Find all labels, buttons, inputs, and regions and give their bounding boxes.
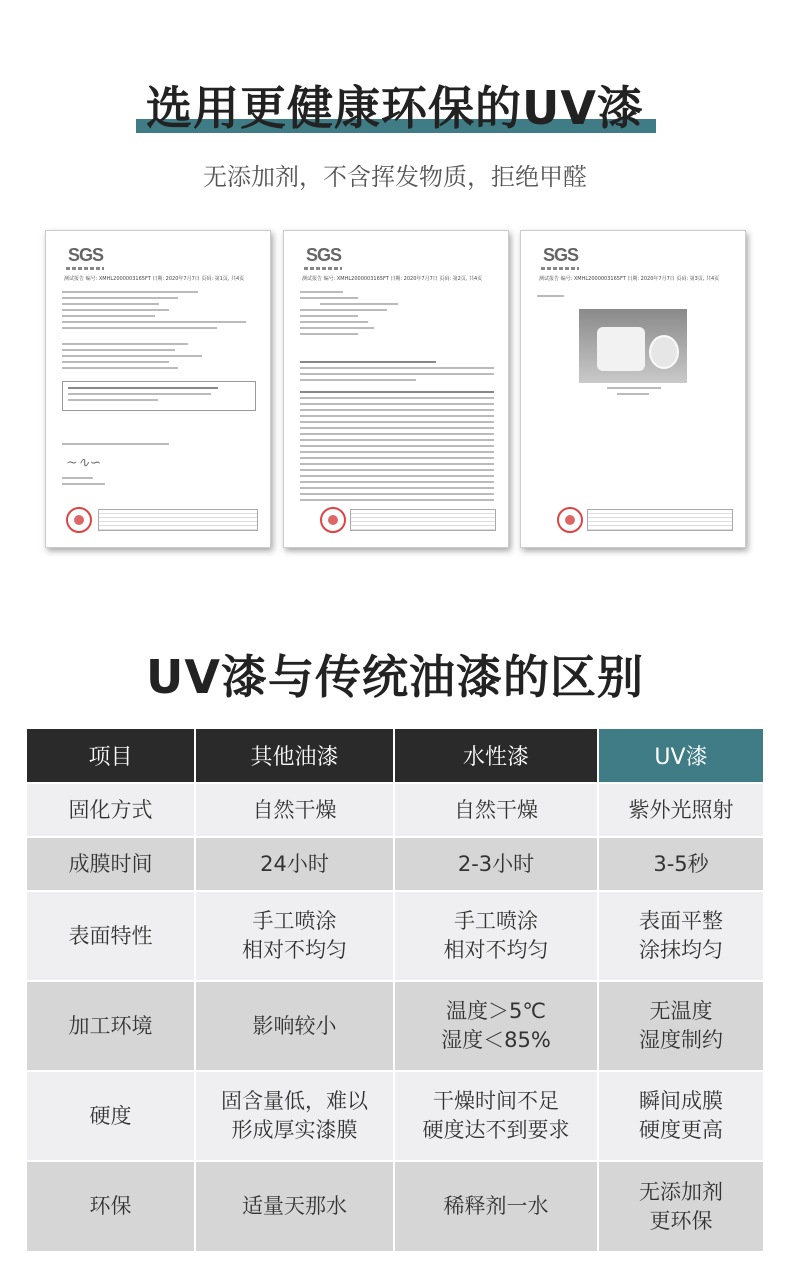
table-cell: 温度＞5℃ 湿度＜85% bbox=[394, 981, 598, 1071]
table-cell: 加工环境 bbox=[27, 981, 195, 1071]
sgs-logo: SGS bbox=[306, 245, 342, 265]
table-cell: 成膜时间 bbox=[27, 837, 195, 891]
report-result-rows bbox=[300, 391, 494, 505]
table-row bbox=[27, 783, 763, 837]
table-cell: 手工喷涂 相对不均匀 bbox=[195, 891, 394, 981]
report-info-lines bbox=[62, 343, 256, 373]
report-footer bbox=[587, 509, 733, 531]
test-report-page-2 bbox=[283, 230, 509, 548]
table-cell: 表面平整 涂抹均匀 bbox=[598, 891, 763, 981]
table-cell: 瞬间成膜 硬度更高 bbox=[598, 1071, 763, 1161]
sample-jar bbox=[597, 327, 645, 371]
test-report-page-3 bbox=[520, 230, 746, 548]
report-header: 测试报告 编号: XMHL2000003165FT 日期: 2020年7月7日 页码: 第3页, 共4页 bbox=[539, 276, 720, 282]
sgs-logo: SGS bbox=[68, 245, 104, 265]
table-row bbox=[27, 981, 763, 1071]
section1-subtitle: 无添加剂，不含挥发物质，拒绝甲醛 bbox=[203, 163, 587, 191]
report-header: 测试报告 编号: XMHL2000003165FT 日期: 2020年7月7日 页码: 第1页, 共4页 bbox=[64, 276, 245, 282]
table-row bbox=[27, 1161, 763, 1251]
table-row bbox=[27, 837, 763, 891]
sgs-logo-underline bbox=[66, 267, 104, 270]
test-report-page-1 bbox=[45, 230, 271, 548]
table-cell: 紫外光照射 bbox=[598, 783, 763, 837]
sample-lid bbox=[649, 335, 679, 369]
table-cell: 24小时 bbox=[195, 837, 394, 891]
header-item: 项目 bbox=[27, 729, 195, 783]
red-seal-stamp bbox=[557, 507, 583, 533]
report-text-lines bbox=[62, 291, 256, 333]
header-other-paint: 其他油漆 bbox=[195, 729, 394, 783]
comparison-table bbox=[27, 729, 763, 1251]
red-seal-stamp bbox=[66, 507, 92, 533]
table-cell: 稀释剂一水 bbox=[394, 1161, 598, 1251]
table-cell: 自然干燥 bbox=[394, 783, 598, 837]
report-footer bbox=[98, 509, 258, 531]
table-cell: 环保 bbox=[27, 1161, 195, 1251]
sgs-logo: SGS bbox=[543, 245, 579, 265]
header-water-based-paint: 水性漆 bbox=[394, 729, 598, 783]
table-cell: 硬度 bbox=[27, 1071, 195, 1161]
table-cell: 自然干燥 bbox=[195, 783, 394, 837]
table-cell: 表面特性 bbox=[27, 891, 195, 981]
report-header: 测试报告 编号: XMHL2000003165FT 日期: 2020年7月7日 页码: 第2页, 共4页 bbox=[302, 276, 483, 282]
table-cell: 3-5秒 bbox=[598, 837, 763, 891]
report-footer bbox=[350, 509, 496, 531]
table-cell: 2-3小时 bbox=[394, 837, 598, 891]
table-cell: 干燥时间不足 硬度达不到要求 bbox=[394, 1071, 598, 1161]
table-row bbox=[27, 1071, 763, 1161]
table-cell: 无添加剂 更环保 bbox=[598, 1161, 763, 1251]
sgs-logo-underline bbox=[304, 267, 342, 270]
header-uv-paint: UV漆 bbox=[598, 729, 763, 783]
table-cell: 手工喷涂 相对不均匀 bbox=[394, 891, 598, 981]
table-cell: 固化方式 bbox=[27, 783, 195, 837]
table-row bbox=[27, 891, 763, 981]
report-text-lines bbox=[300, 291, 494, 339]
section1-title: 选用更健康环保的UV漆 bbox=[146, 81, 644, 135]
table-cell: 无温度 湿度制约 bbox=[598, 981, 763, 1071]
sample-photo bbox=[579, 309, 687, 383]
table-cell: 适量天那水 bbox=[195, 1161, 394, 1251]
section2-title: UV漆与传统油漆的区别 bbox=[146, 650, 644, 704]
table-cell: 影响较小 bbox=[195, 981, 394, 1071]
table-header-row bbox=[27, 729, 763, 783]
red-seal-stamp bbox=[320, 507, 346, 533]
signature: ~∿∽ bbox=[66, 455, 102, 471]
sgs-logo-underline bbox=[541, 267, 579, 270]
table-cell: 固含量低，难以 形成厚实漆膜 bbox=[195, 1071, 394, 1161]
